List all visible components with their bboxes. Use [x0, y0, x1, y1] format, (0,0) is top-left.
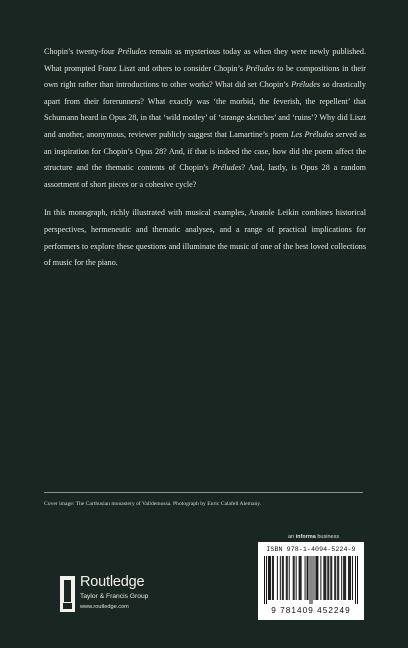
barcode-bar	[344, 556, 345, 600]
barcode-bar	[308, 556, 309, 600]
barcode-bar	[337, 556, 338, 600]
cover-image-credit: Cover image: The Carthusian monastery of Valldemossa. Photograph by Enric Calafell Alemany.	[44, 501, 262, 507]
barcode-bar	[343, 556, 344, 600]
barcode-bar	[317, 556, 318, 600]
barcode-bar	[330, 556, 331, 600]
barcode-bar	[348, 556, 349, 600]
barcode-bar	[352, 556, 353, 600]
routledge-logo	[60, 574, 178, 626]
barcode-bar	[315, 556, 316, 600]
barcode-bar	[307, 556, 308, 600]
barcode-bar	[331, 556, 332, 600]
barcode-bar	[323, 556, 324, 600]
text-run: so drastically apart from their forerunners? What exactly was ‘the morbid, the feverish, the repellent’ that Schumann heard in Opus 28, in that ‘wild motley’ of ‘strange sketches’ and ‘ruins’? Why did Liszt and another, anonymous, reviewer publicly suggest that Lamartine’s poem	[44, 80, 366, 139]
barcode-bar	[324, 556, 325, 600]
barcode-bar	[296, 556, 297, 600]
barcode-bar	[269, 556, 270, 600]
barcode-bar	[299, 556, 300, 600]
barcode-bar	[320, 556, 321, 600]
barcode-digits: 9 781409 452249	[271, 606, 351, 615]
barcode-bar	[350, 556, 351, 600]
barcode-bar	[286, 556, 287, 600]
barcode-bar	[277, 556, 278, 600]
barcode-bars	[264, 556, 358, 604]
italic-title: Préludes	[212, 163, 242, 173]
barcode-bar	[327, 556, 328, 600]
barcode-bar	[316, 556, 317, 600]
barcode-bar	[264, 556, 265, 604]
text-run: to be compositions in their own right rather than introductions to other works? What did set Chopin’s	[44, 63, 366, 90]
routledge-mark-icon	[60, 576, 75, 612]
barcode-bar	[349, 556, 350, 600]
barcode-bar	[294, 556, 295, 600]
barcode-bar	[335, 556, 336, 600]
text-run: served as an inspiration for Chopin’s Opus 28? And, if that is indeed the case, how did the poem affect the structure and the thematic contents of Chopin’s	[44, 129, 366, 173]
isbn-barcode	[258, 542, 364, 620]
barcode-bar	[268, 556, 269, 600]
barcode-bar	[301, 556, 302, 600]
barcode-bar	[325, 556, 326, 600]
blurb	[44, 44, 366, 284]
barcode-bar	[355, 556, 356, 604]
blurb-paragraph-1	[44, 44, 366, 193]
italic-title: Les Préludes	[290, 129, 334, 139]
barcode-bar	[282, 556, 283, 600]
barcode-bar	[283, 556, 284, 600]
barcode-bar	[280, 556, 281, 600]
barcode-bar	[287, 556, 288, 600]
barcode-bar	[272, 556, 273, 600]
barcode-bar	[270, 556, 271, 600]
barcode-bar	[266, 556, 267, 604]
barcode-bar	[313, 556, 314, 600]
text-run: Chopin’s twenty-four	[44, 47, 118, 56]
text-run: ? And, lastly, is Opus 28 a random assortment of short pieces or a cohesive cycle?	[44, 163, 366, 189]
barcode-bar	[300, 556, 301, 600]
blurb-paragraph-2: In this monograph, richly illustrated with musical examples, Anatole Leikin combines historical perspectives, hermeneutic and thematic analyses, and a range of practical implications for performers to explore these questions and illuminate the music of one of the best loved collections of music for the piano.	[44, 208, 366, 268]
publisher-name: Routledge	[80, 574, 145, 590]
informa-business-tag: an informa business	[288, 534, 340, 540]
barcode-bar	[305, 556, 306, 600]
barcode-bar	[341, 556, 342, 600]
divider	[44, 492, 363, 493]
barcode-bar	[328, 556, 329, 600]
barcode-bar	[273, 556, 274, 600]
barcode-bar	[293, 556, 294, 600]
italic-title: Préludes	[291, 80, 321, 90]
barcode-bar	[357, 556, 358, 604]
publisher-url: www.routledge.com	[80, 604, 129, 610]
barcode-bar	[334, 556, 335, 600]
barcode-bar	[345, 556, 346, 600]
italic-title: Préludes	[245, 63, 275, 73]
barcode-bar	[310, 556, 311, 604]
text-run: remain as mysterious today as when they were newly published. What prompted Franz Liszt and others to consider Chopin’s	[44, 47, 366, 73]
barcode-bar	[338, 556, 339, 600]
isbn-label: ISBN 978-1-4094-5224-9	[266, 546, 356, 553]
barcode-bar	[289, 556, 290, 600]
italic-title: Préludes	[117, 47, 147, 56]
barcode-bar	[311, 556, 312, 604]
publisher-group: Taylor & Francis Group	[80, 593, 149, 600]
